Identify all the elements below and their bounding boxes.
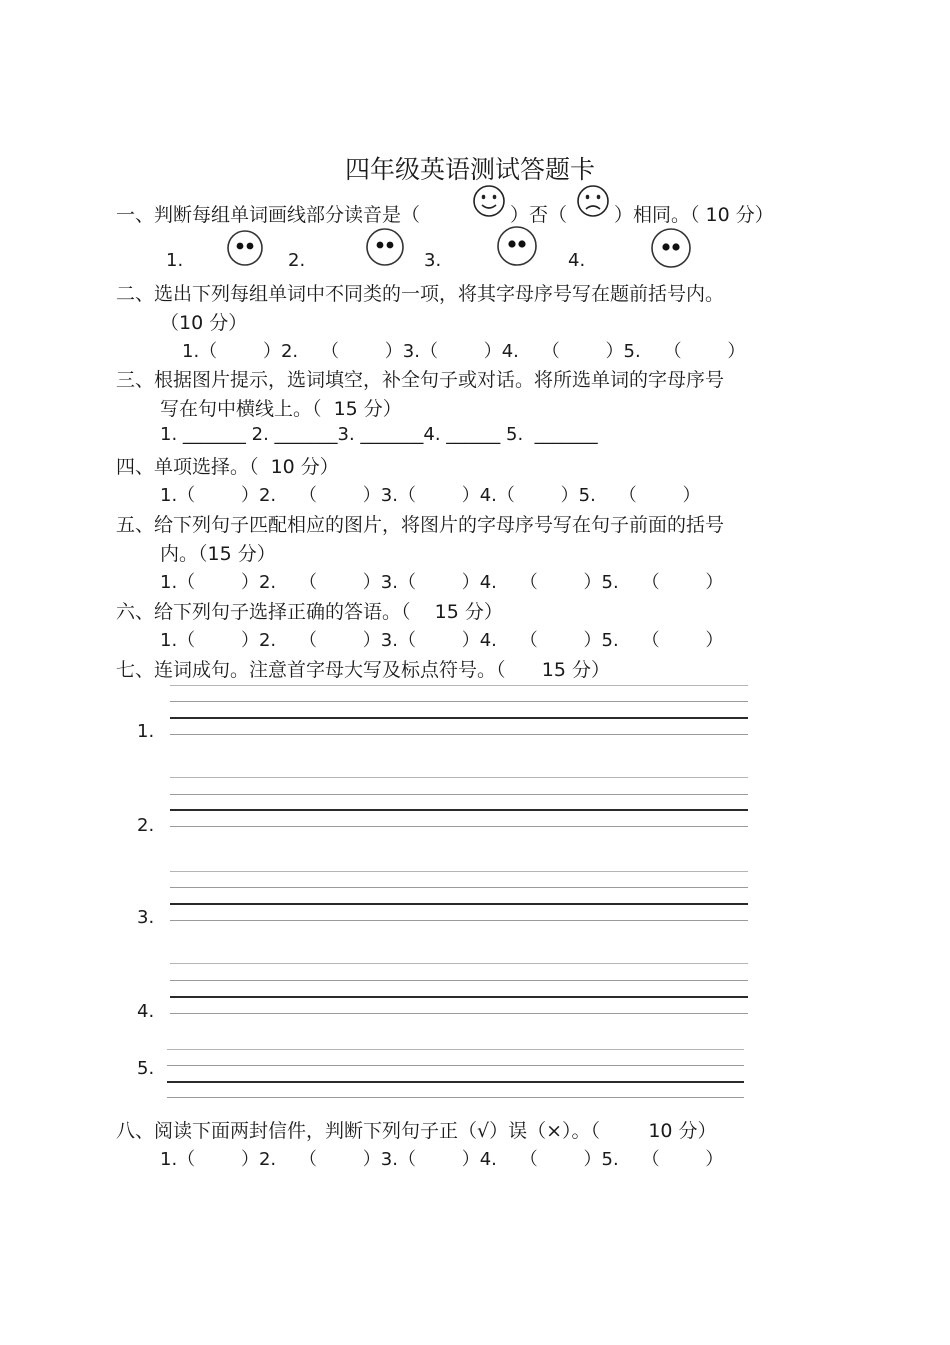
section5-answers[interactable]: 1.（ ）2. （ ）3.（ ）4. （ ）5. （ ） bbox=[160, 572, 724, 593]
section3-answers[interactable]: 1. _______ 2. _______3. _______4. ______ 5. _______ bbox=[160, 424, 598, 445]
answer-face-icon[interactable] bbox=[365, 227, 405, 267]
section4-prompt: 四、单项选择。（ 10 分） bbox=[116, 456, 339, 478]
section4-answers[interactable]: 1.（ ）2. （ ）3.（ ）4.（ ）5. （ ） bbox=[160, 485, 701, 506]
section1-answer-1: 1. bbox=[166, 250, 184, 271]
section7-item-4: 4. bbox=[137, 1001, 155, 1022]
section1-prompt-c: ）相同。（ 10 分） bbox=[614, 204, 774, 226]
writing-baseline[interactable] bbox=[170, 903, 748, 905]
writing-line bbox=[170, 777, 748, 778]
section1-prompt-b: ）否（ bbox=[510, 204, 568, 226]
section3-prompt-line1: 三、根据图片提示，选词填空，补全句子或对话。将所选单词的字母序号 bbox=[116, 369, 725, 391]
writing-line bbox=[170, 701, 748, 702]
writing-line bbox=[167, 1065, 744, 1066]
writing-line bbox=[170, 871, 748, 872]
section7-item-3: 3. bbox=[137, 907, 155, 928]
writing-baseline[interactable] bbox=[170, 717, 748, 719]
writing-line bbox=[170, 734, 748, 735]
answer-face-icon[interactable] bbox=[496, 225, 538, 267]
writing-line bbox=[170, 887, 748, 888]
writing-line bbox=[170, 980, 748, 981]
section2-answers[interactable]: 1.（ ）2. （ ）3.（ ）4. （ ）5. （ ） bbox=[182, 341, 746, 362]
frowning-face-icon bbox=[576, 184, 610, 218]
section6-prompt: 六、给下列句子选择正确的答语。（ 15 分） bbox=[116, 601, 503, 623]
writing-line bbox=[170, 963, 748, 964]
writing-line bbox=[170, 794, 748, 795]
section5-prompt-line2: 内。（15 分） bbox=[160, 543, 276, 565]
section1-answer-2: 2. bbox=[288, 250, 306, 271]
section8-prompt: 八、阅读下面两封信件，判断下列句子正（√）误（×）。（ 10 分） bbox=[116, 1120, 717, 1142]
writing-line bbox=[170, 920, 748, 921]
writing-line bbox=[167, 1049, 744, 1050]
writing-line bbox=[170, 685, 748, 686]
section2-prompt-line1: 二、选出下列每组单词中不同类的一项，将其字母序号写在题前括号内。 bbox=[116, 283, 725, 305]
writing-baseline[interactable] bbox=[170, 809, 748, 811]
section1-answer-3: 3. bbox=[424, 250, 442, 271]
section7-item-1: 1. bbox=[137, 721, 155, 742]
section7-prompt: 七、连词成句。注意首字母大写及标点符号。（ 15 分） bbox=[116, 659, 610, 681]
writing-baseline[interactable] bbox=[170, 996, 748, 998]
writing-line bbox=[170, 826, 748, 827]
section6-answers[interactable]: 1.（ ）2. （ ）3.（ ）4. （ ）5. （ ） bbox=[160, 630, 724, 651]
section7-item-5: 5. bbox=[137, 1058, 155, 1079]
page-title: 四年级英语测试答题卡 bbox=[345, 155, 596, 184]
section1-prompt-a: 一、判断每组单词画线部分读音是（ bbox=[116, 204, 421, 226]
section7-item-2: 2. bbox=[137, 815, 155, 836]
smiley-face-icon bbox=[472, 184, 506, 218]
section1-answer-4: 4. bbox=[568, 250, 586, 271]
writing-line bbox=[170, 1013, 748, 1014]
answer-face-icon[interactable] bbox=[650, 227, 692, 269]
section3-prompt-line2: 写在句中横线上。（ 15 分） bbox=[160, 398, 402, 420]
writing-line bbox=[167, 1097, 744, 1098]
writing-baseline[interactable] bbox=[167, 1081, 744, 1083]
section5-prompt-line1: 五、给下列句子匹配相应的图片，将图片的字母序号写在句子前面的括号 bbox=[116, 514, 725, 536]
section2-prompt-line2: （10 分） bbox=[160, 312, 248, 334]
answer-face-icon[interactable] bbox=[226, 229, 264, 267]
section8-answers[interactable]: 1.（ ）2. （ ）3.（ ）4. （ ）5. （ ） bbox=[160, 1149, 724, 1170]
